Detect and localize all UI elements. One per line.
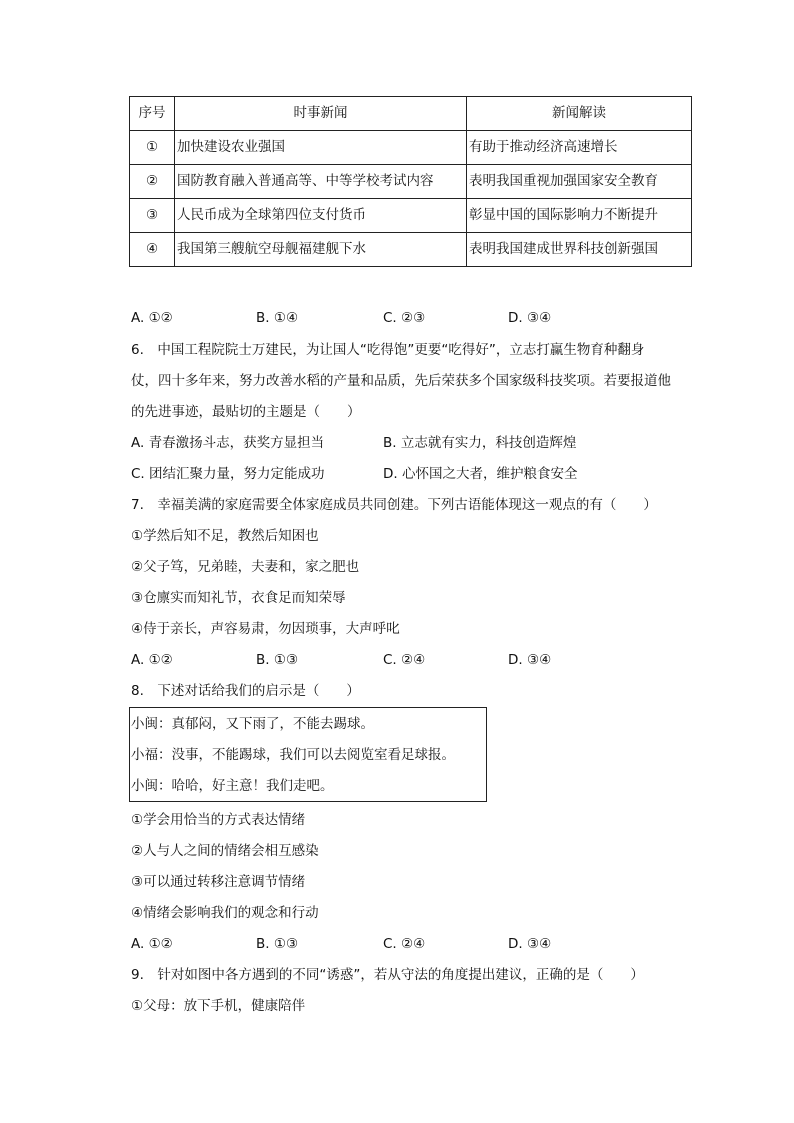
q7-item: ②父子笃，兄弟睦，夫妻和，家之肥也 bbox=[131, 559, 360, 575]
q6-stem-line: 6. 中国工程院院士万建民，为让国人“吃得饱”更要“吃得好”，立志打赢生物育种翻身 bbox=[131, 342, 645, 358]
row-news: 加快建设农业强国 bbox=[175, 131, 467, 165]
row-interpretation: 彰显中国的国际影响力不断提升 bbox=[467, 199, 692, 233]
q7-stem: 7. 幸福美满的家庭需要全体家庭成员共同创建。下列古语能体现这一观点的有（ ） bbox=[131, 497, 657, 513]
q6-option-b: B. 立志就有实力，科技创造辉煌 bbox=[383, 435, 577, 451]
table-row bbox=[130, 165, 692, 199]
q7-item: ①学然后知不足，教然后知困也 bbox=[131, 528, 319, 544]
q9-item: ①父母：放下手机，健康陪伴 bbox=[131, 998, 306, 1014]
q7-item: ④侍于亲长，声容易肃，勿因琐事，大声呼叱 bbox=[131, 621, 400, 637]
q6-option-d: D. 心怀国之大者，维护粮食安全 bbox=[383, 466, 578, 482]
q7-option-b: B. ①③ bbox=[256, 652, 299, 668]
q8-option-c: C. ②④ bbox=[383, 936, 426, 952]
row-interpretation: 表明我国建成世界科技创新强国 bbox=[467, 233, 692, 267]
row-index: ④ bbox=[130, 233, 175, 267]
row-news: 我国第三艘航空母舰福建舰下水 bbox=[175, 233, 467, 267]
q8-item: ②人与人之间的情绪会相互感染 bbox=[131, 843, 319, 859]
q7-option-d: D. ③④ bbox=[508, 652, 552, 668]
q8-dialog-box bbox=[129, 707, 487, 802]
q8-option-d: D. ③④ bbox=[508, 936, 552, 952]
dialog-line: 小闽：哈哈，好主意！我们走吧。 bbox=[131, 778, 334, 794]
news-table bbox=[129, 96, 692, 267]
row-news: 人民币成为全球第四位支付货币 bbox=[175, 199, 467, 233]
table-row bbox=[130, 131, 692, 165]
q8-item: ①学会用恰当的方式表达情绪 bbox=[131, 812, 306, 828]
q8-stem: 8. 下述对话给我们的启示是（ ） bbox=[131, 683, 360, 699]
q6-stem-line: 的先进事迹，最贴切的主题是（ ） bbox=[131, 404, 361, 420]
q7-item: ③仓廪实而知礼节，衣食足而知荣辱 bbox=[131, 590, 346, 606]
header-news: 时事新闻 bbox=[175, 97, 467, 131]
table-header-row bbox=[130, 97, 692, 131]
row-interpretation: 有助于推动经济高速增长 bbox=[467, 131, 692, 165]
q7-option-a: A. ①② bbox=[131, 652, 173, 668]
q6-option-a: A. 青春激扬斗志，获奖方显担当 bbox=[131, 435, 325, 451]
row-interpretation: 表明我国重视加强国家安全教育 bbox=[467, 165, 692, 199]
dialog-line: 小闽：真郁闷，又下雨了，不能去踢球。 bbox=[131, 716, 374, 732]
row-index: ② bbox=[130, 165, 175, 199]
q8-item: ④情绪会影响我们的观念和行动 bbox=[131, 905, 319, 921]
dialog-line: 小福：没事，不能踢球，我们可以去阅览室看足球报。 bbox=[131, 747, 455, 763]
table-row bbox=[130, 233, 692, 267]
q7-option-c: C. ②④ bbox=[383, 652, 426, 668]
header-index: 序号 bbox=[130, 97, 175, 131]
q8-option-b: B. ①③ bbox=[256, 936, 299, 952]
q5-option-b: B. ①④ bbox=[256, 310, 299, 326]
q5-option-d: D. ③④ bbox=[508, 310, 552, 326]
q6-option-c: C. 团结汇聚力量，努力定能成功 bbox=[131, 466, 325, 482]
q8-item: ③可以通过转移注意调节情绪 bbox=[131, 874, 306, 890]
q8-option-a: A. ①② bbox=[131, 936, 173, 952]
q5-option-c: C. ②③ bbox=[383, 310, 426, 326]
row-index: ③ bbox=[130, 199, 175, 233]
row-news: 国防教育融入普通高等、中等学校考试内容 bbox=[175, 165, 467, 199]
row-index: ① bbox=[130, 131, 175, 165]
q5-option-a: A. ①② bbox=[131, 310, 173, 326]
q9-stem: 9. 针对如图中各方遇到的不同“诱惑”，若从守法的角度提出建议，正确的是（ ） bbox=[131, 967, 644, 983]
q6-stem-line: 仗，四十多年来，努力改善水稻的产量和品质，先后荣获多个国家级科技奖项。若要报道他 bbox=[131, 373, 671, 389]
header-interpretation: 新闻解读 bbox=[467, 97, 692, 131]
table-row bbox=[130, 199, 692, 233]
